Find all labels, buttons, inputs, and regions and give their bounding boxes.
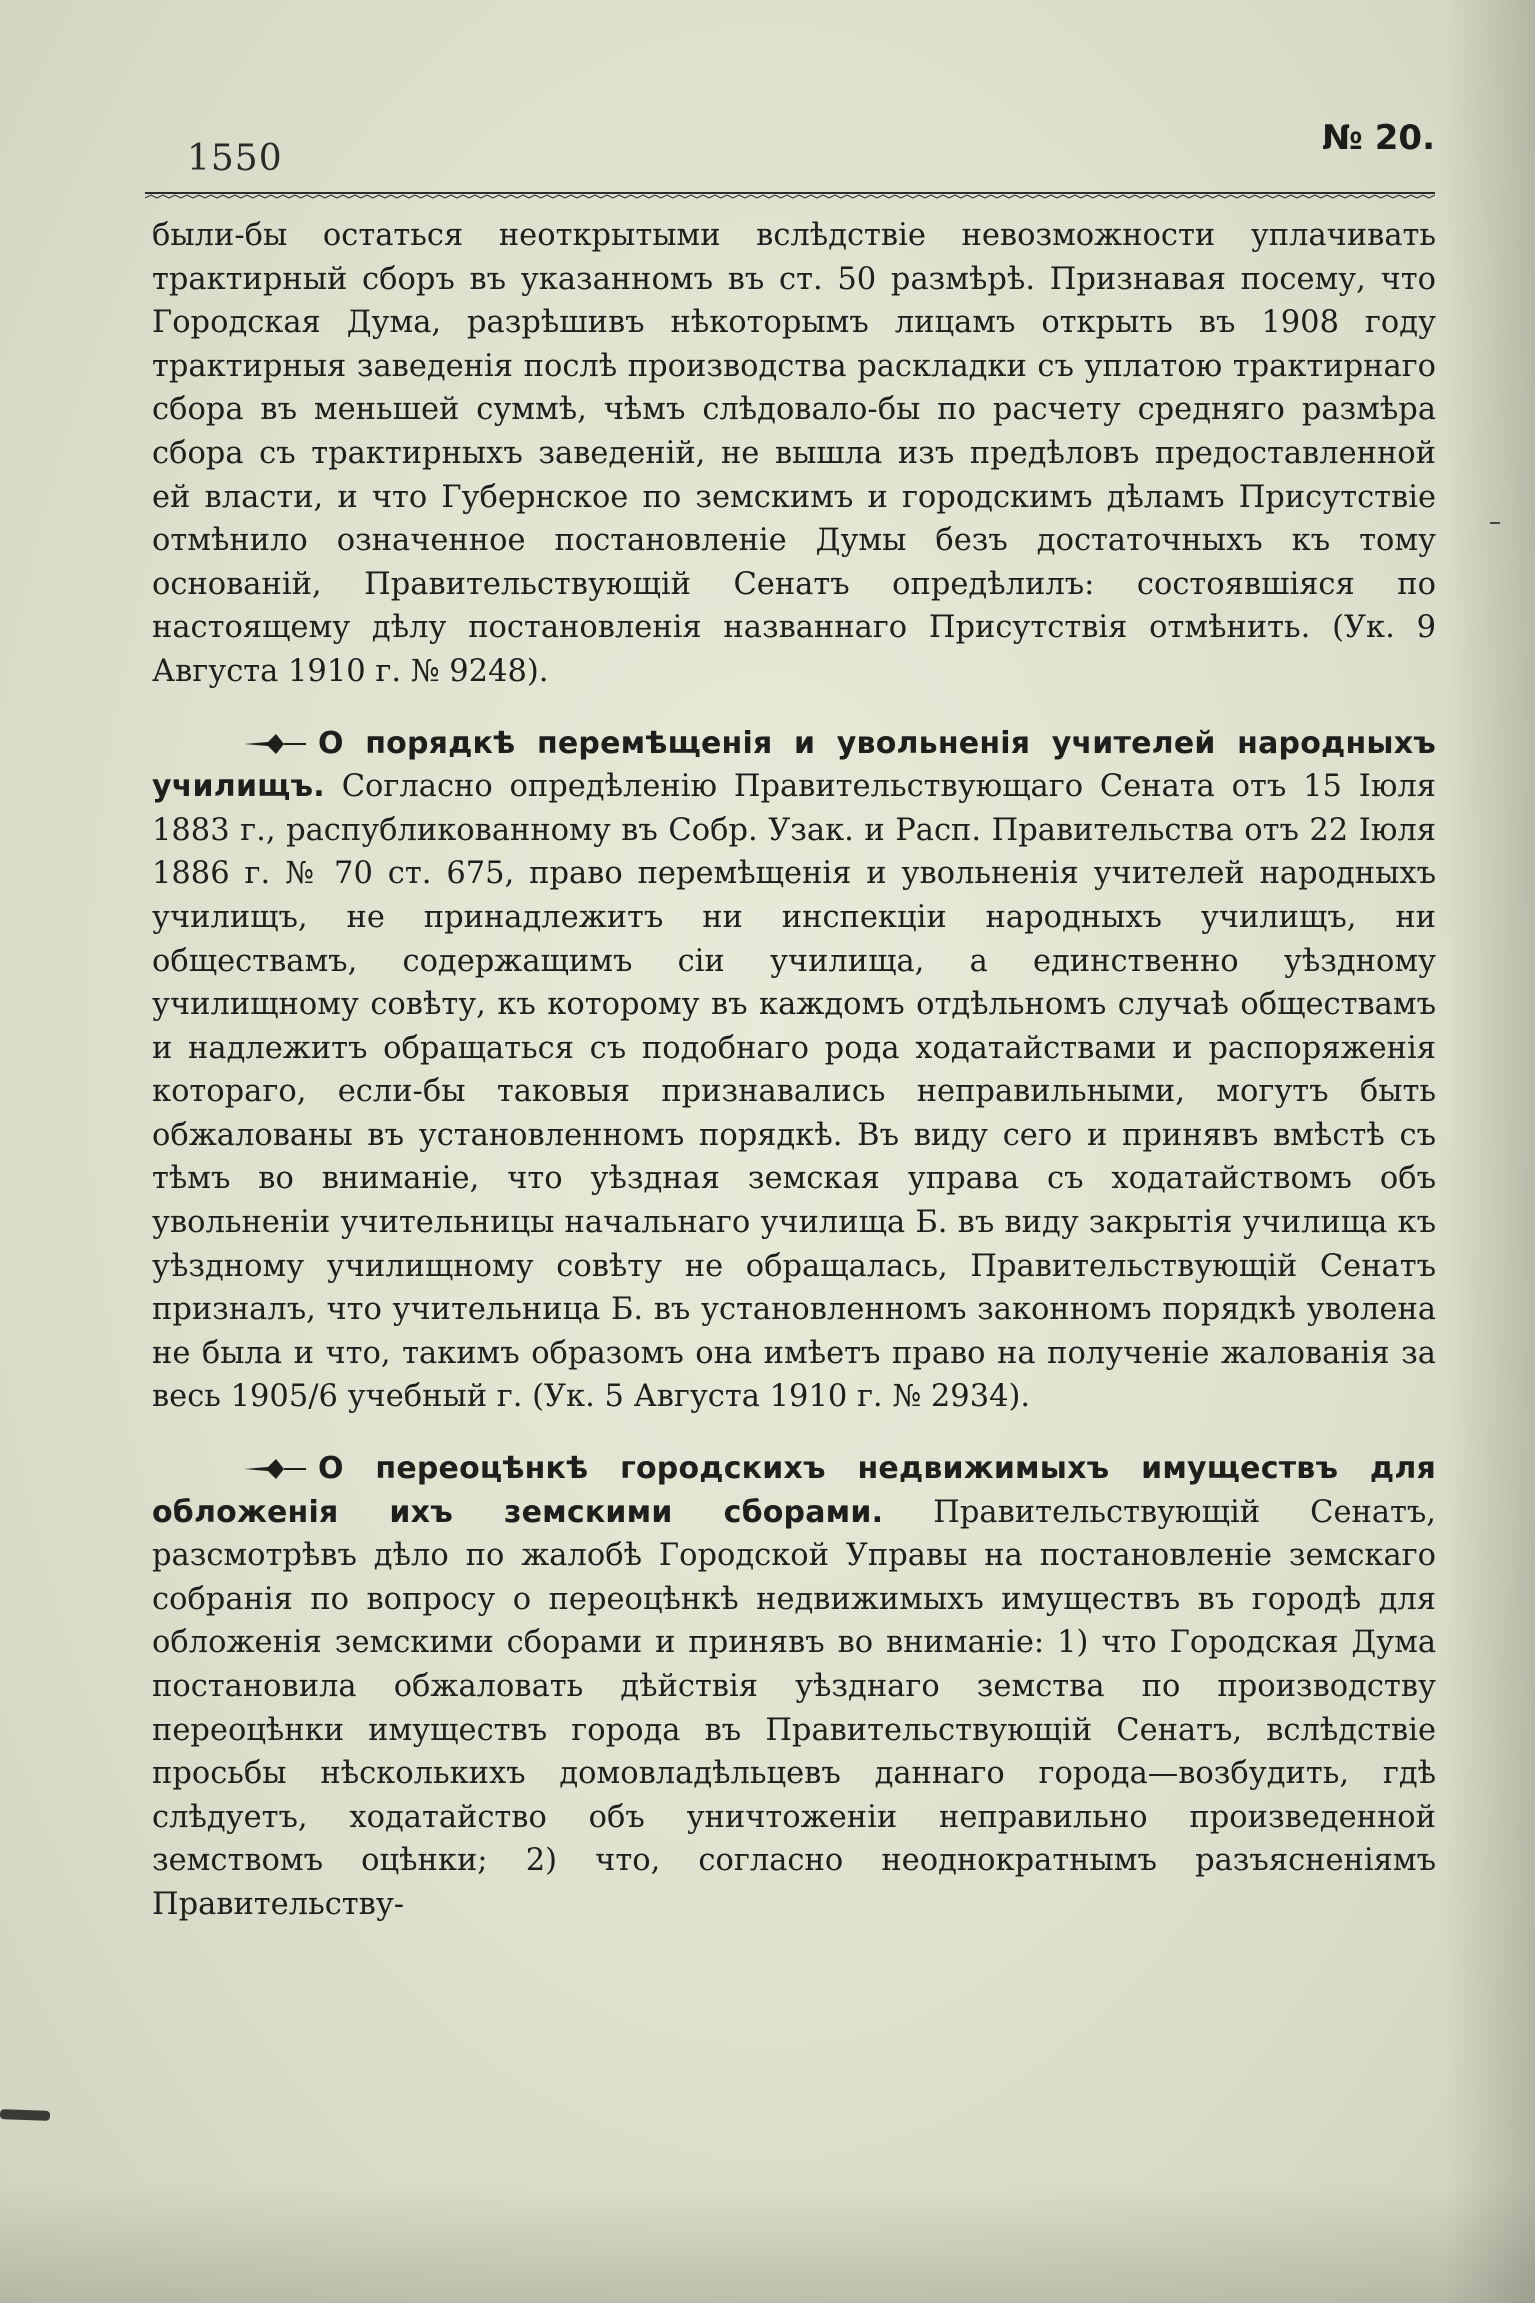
section-body: Согласно опредѣленію Правительствующаго Сената отъ 15 Іюля 1883 г., распубликованному въ Собр. Узак. и Расп. Правительства отъ 22 Іюля 1886 г. № 70 ст. 675, право перемѣщенія и увольненія учителей народныхъ училищъ, не принадлежитъ ни инспекціи народныхъ училищъ, ни обществамъ, содержащимъ сіи училища, а единственно уѣздному училищному совѣту, къ которому въ каждомъ отдѣльномъ случаѣ обществамъ и надлежитъ обращаться съ подобнаго рода ходатайствами и распоряженія котораго, если-бы таковыя признавались неправильными, могутъ быть обжалованы въ установленномъ порядкѣ. Въ виду сего и принявъ вмѣстѣ съ тѣмъ во вниманіе, что уѣздная земская управа съ ходатайствомъ объ увольненіи учительницы начальнаго училища Б. въ виду закрытія училища къ уѣздному училищному совѣту не обращалась, Правительствующій Сенатъ призналъ, что учительница Б. въ установленномъ законномъ порядкѣ уволена не была и что, такимъ образомъ она имѣетъ право на полученіе жалованія за весь 1905/6 учебный г. (Ук. 5 Августа 1910 г. № 2934).: [152, 769, 1436, 1415]
section-teachers: [152, 722, 1436, 1420]
page-edge-shadow: [1445, 0, 1535, 2303]
header-rule: [145, 192, 1435, 200]
section-body: Правительствующій Сенатъ, разсмотрѣвъ дѣло по жалобѣ Городской Управы на постановленіе земскаго собранія по вопросу о переоцѣнкѣ недвижимыхъ имуществъ въ городѣ для обложенія земскими сборами и принявъ во вниманіе: 1) что Городская Дума постановила обжаловать дѣйствія уѣзднаго земства по производству переоцѣнки имуществъ города въ Правительствующій Сенатъ, вслѣдствіе просьбы нѣсколькихъ домовладѣльцевъ даннаго города—возбудить, гдѣ слѣдуетъ, ходатайство объ уничтоженіи неправильно произведенной земствомъ оцѣнки; 2) что, согласно неоднократнымъ разъясненіямъ Правительству-: [152, 1494, 1436, 1922]
article-body: [152, 214, 1436, 1927]
page-bottom-shadow: [0, 2183, 1535, 2303]
section-property-valuation: [152, 1447, 1436, 1927]
edge-smudge: [0, 2109, 50, 2121]
page-header: [145, 118, 1435, 198]
issue-number: № 20.: [1322, 118, 1435, 158]
margin-mark: [1490, 522, 1500, 524]
fleuron-icon: [242, 1457, 308, 1481]
section-title: О порядкѣ перемѣщенія и увольненія учителей народныхъ училищъ.: [152, 725, 1436, 805]
page-number: 1550: [187, 138, 283, 179]
intro-paragraph: были-бы остаться неоткрытыми вслѣдствіе невозможности уплачивать трактирный сборъ въ указанномъ въ ст. 50 размѣрѣ. Признавая посему, что Городская Дума, разрѣшивъ нѣкоторымъ лицамъ открыть въ 1908 году трактирныя заведенія послѣ производства раскладки съ уплатою трактирнаго сбора въ меньшей суммѣ, чѣмъ слѣдовало-бы по расчету средняго размѣра сбора съ трактирныхъ заведеній, не вышла изъ предѣловъ предоставленной ей власти, и что Губернское по земскимъ и городскимъ дѣламъ Присутствіе отмѣнило означенное постановленіе Думы безъ достаточныхъ къ тому основаній, Правительствующій Сенатъ опредѣлилъ: состоявшіяся по настоящему дѣлу постановленія названнаго Присутствія отмѣнить. (Ук. 9 Августа 1910 г. № 9248).: [152, 218, 1436, 689]
fleuron-icon: [242, 732, 308, 756]
section-title: О переоцѣнкѣ городскихъ недвижимыхъ имуществъ для обложенія ихъ земскими сборами.: [152, 1451, 1436, 1530]
